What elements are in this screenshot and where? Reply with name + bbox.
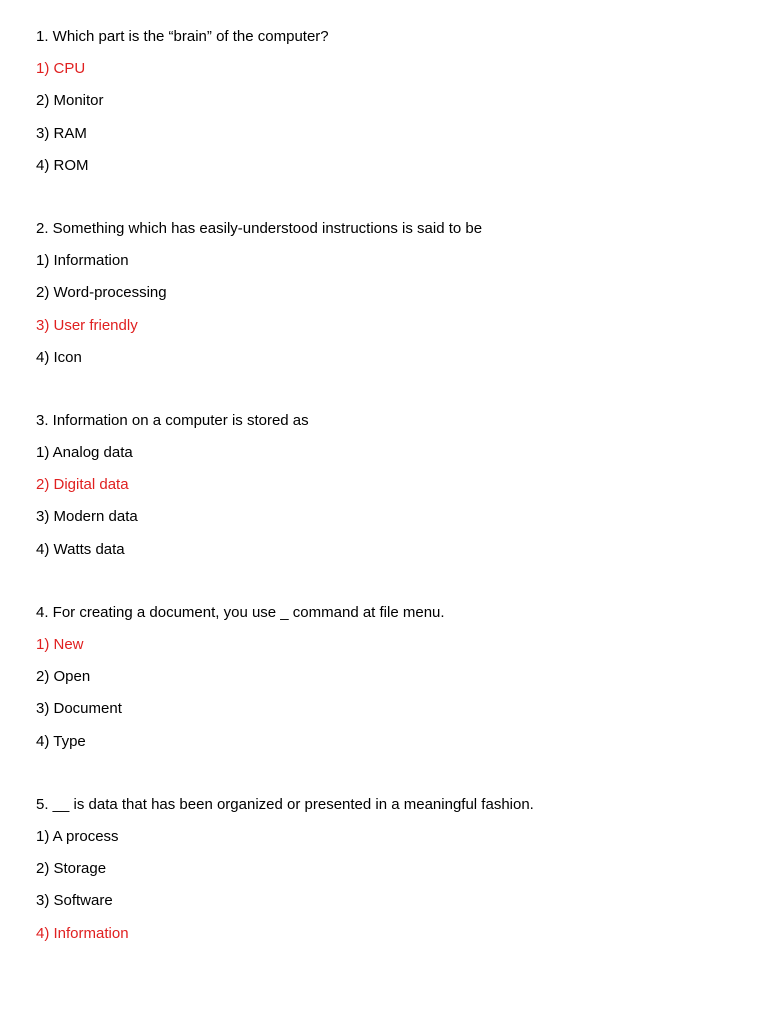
option-correct: 4) Information <box>36 924 129 942</box>
spacer <box>36 188 736 219</box>
spacer <box>36 572 736 603</box>
question-2 <box>36 219 736 380</box>
question-4 <box>36 603 736 764</box>
option-correct: 2) Digital data <box>36 476 129 494</box>
question-5 <box>36 795 736 956</box>
option: 2) Monitor <box>36 92 104 110</box>
option: 3) Software <box>36 892 113 910</box>
option-correct: 1) CPU <box>36 60 86 78</box>
option: 4) Watts data <box>36 540 125 558</box>
option: 3) Document <box>36 700 122 718</box>
option: 2) Open <box>36 668 91 686</box>
quiz-document <box>36 27 736 956</box>
question-text: 4. For creating a document, you use _ command at file menu. <box>36 603 445 621</box>
spacer <box>36 764 736 795</box>
option: 3) RAM <box>36 124 87 142</box>
question-1 <box>36 27 736 188</box>
question-text: 5. __ is data that has been organized or presented in a meaningful fashion. <box>36 795 534 813</box>
option-correct: 3) User friendly <box>36 316 138 334</box>
option: 4) Icon <box>36 348 82 366</box>
question-text: 2. Something which has easily-understood instructions is said to be <box>36 219 483 237</box>
spacer <box>36 380 736 411</box>
option: 1) Information <box>36 252 129 270</box>
option: 4) ROM <box>36 156 89 174</box>
question-text: 1. Which part is the “brain” of the computer? <box>36 28 329 45</box>
option: 2) Storage <box>36 860 107 878</box>
question-3 <box>36 411 736 572</box>
option: 3) Modern data <box>36 508 138 526</box>
option: 1) A process <box>36 827 119 845</box>
option: 4) Type <box>36 732 86 750</box>
question-text: 3. Information on a computer is stored as <box>36 411 309 429</box>
option: 2) Word-processing <box>36 284 167 302</box>
option: 1) Analog data <box>36 444 133 462</box>
option-correct: 1) New <box>36 636 84 653</box>
